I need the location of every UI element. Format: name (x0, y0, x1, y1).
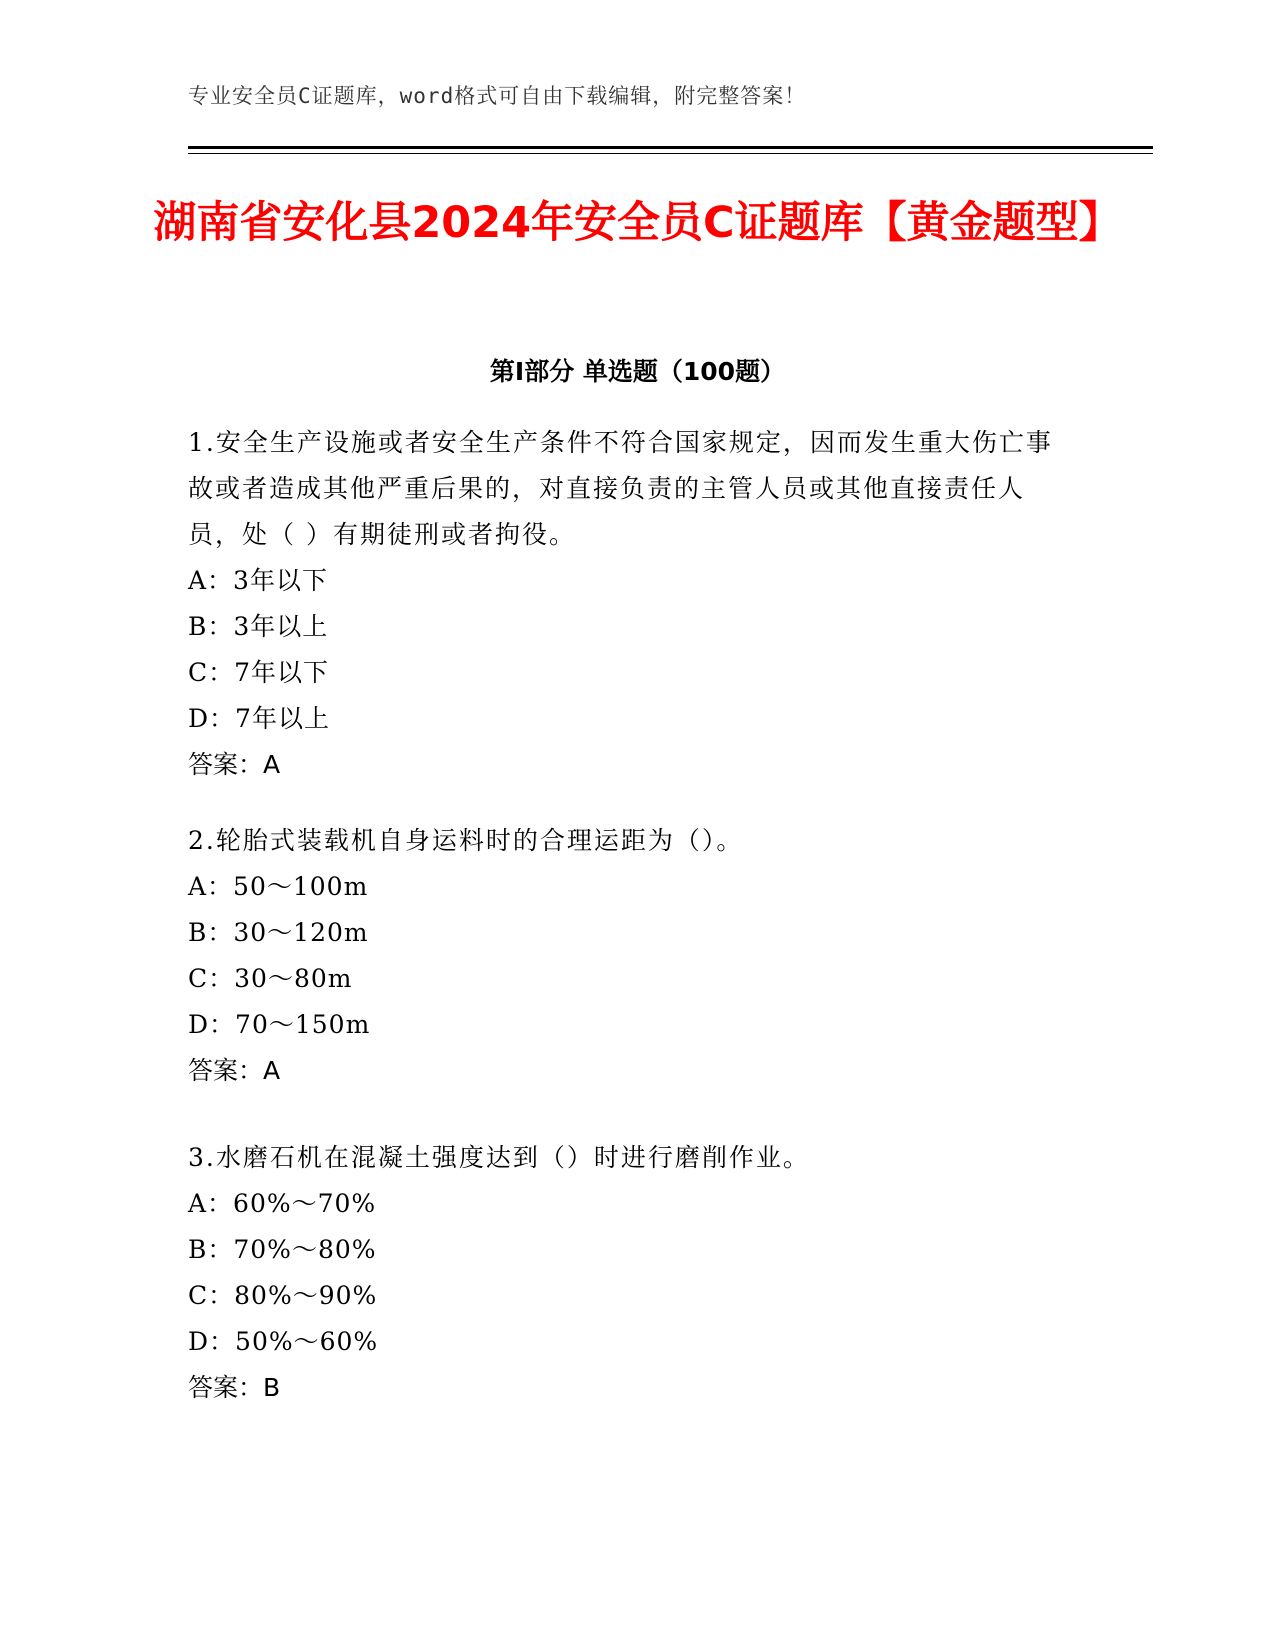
option-c: C：80%～90% (188, 1281, 378, 1310)
question-1 (188, 420, 1068, 788)
section-title: 第Ⅰ部分 单选题（100题） (489, 357, 786, 386)
document-title: 湖南省安化县2024年安全员C证题库【黄金题型】 (153, 198, 1122, 248)
option-c: C：7年以下 (188, 658, 330, 687)
question-3 (188, 1135, 1068, 1411)
option-b: B：3年以上 (188, 612, 329, 641)
question-stem: 2.轮胎式装载机自身运料时的合理运距为（）。 (188, 826, 744, 855)
question-2 (188, 818, 1068, 1094)
option-b: B：70%～80% (188, 1235, 377, 1264)
option-d: D：50%～60% (188, 1327, 379, 1356)
answer: 答案：A (188, 750, 281, 779)
option-b: B：30～120m (188, 918, 369, 947)
option-a: A：3年以下 (188, 566, 328, 595)
question-stem: 1.安全生产设施或者安全生产条件不符合国家规定，因而发生重大伤亡事故或者造成其他严重后果的，对直接负责的主管人员或其他直接责任人员，处（ ）有期徒刑或者拘役。 (188, 428, 1053, 549)
option-d: D：7年以上 (188, 704, 330, 733)
option-d: D：70～150m (188, 1010, 371, 1039)
header-note: 专业安全员C证题库，word格式可自由下载编辑，附完整答案！ (188, 84, 807, 108)
header-rule-thin (188, 153, 1153, 154)
answer: 答案：A (188, 1056, 281, 1085)
question-stem: 3.水磨石机在混凝土强度达到（）时进行磨削作业。 (188, 1143, 810, 1172)
option-c: C：30～80m (188, 964, 353, 993)
option-a: A：60%～70% (188, 1189, 377, 1218)
header-rule-thick (188, 146, 1153, 149)
answer: 答案：B (188, 1373, 281, 1402)
option-a: A：50～100m (188, 872, 369, 901)
